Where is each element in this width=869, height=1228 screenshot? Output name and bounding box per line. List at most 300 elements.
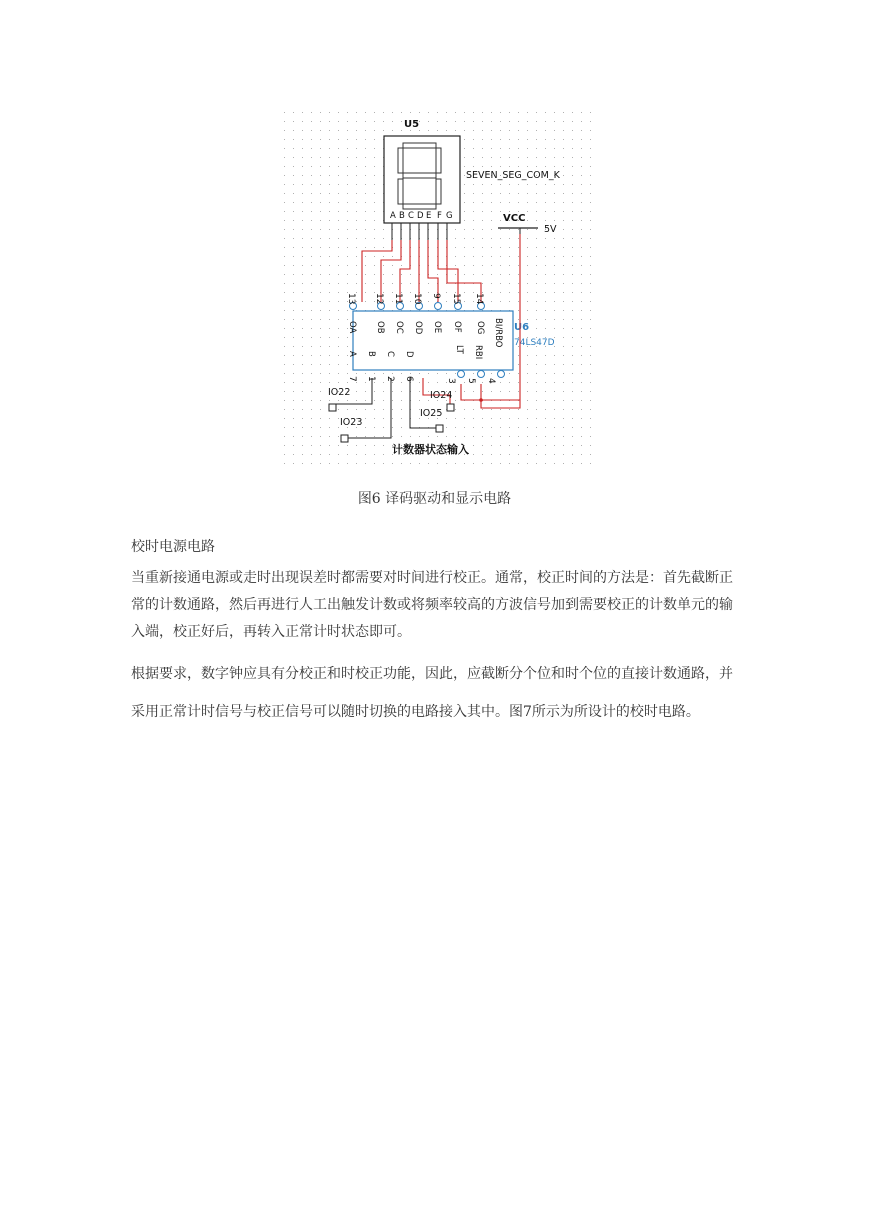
grid-dot <box>293 373 294 374</box>
grid-dot <box>545 256 546 257</box>
grid-dot <box>374 436 375 437</box>
grid-dot <box>284 328 285 329</box>
grid-dot <box>482 409 483 410</box>
junction-dot <box>479 398 483 402</box>
grid-dot <box>590 463 591 464</box>
grid-dot <box>392 256 393 257</box>
grid-dot <box>374 202 375 203</box>
grid-dot <box>311 337 312 338</box>
segment-label-b: B <box>399 211 405 221</box>
grid-dot <box>581 274 582 275</box>
grid-dot <box>428 301 429 302</box>
grid-dot <box>554 202 555 203</box>
grid-dot <box>410 463 411 464</box>
grid-dot <box>374 148 375 149</box>
grid-dot <box>500 193 501 194</box>
grid-dot <box>545 391 546 392</box>
grid-dot <box>527 427 528 428</box>
grid-dot <box>347 229 348 230</box>
grid-dot <box>482 391 483 392</box>
grid-dot <box>491 247 492 248</box>
grid-dot <box>455 463 456 464</box>
grid-dot <box>563 175 564 176</box>
grid-dot <box>284 139 285 140</box>
grid-dot <box>302 274 303 275</box>
grid-dot <box>302 184 303 185</box>
grid-dot <box>572 436 573 437</box>
grid-dot <box>482 193 483 194</box>
grid-dot <box>572 220 573 221</box>
grid-dot <box>293 247 294 248</box>
grid-dot <box>455 265 456 266</box>
grid-dot <box>293 157 294 158</box>
grid-dot <box>392 409 393 410</box>
paragraph-2: 根据要求，数字钟应具有分校正和时校正功能，因此，应截断分个位和时个位的直接计数通路，并采用正常计时信号与校正信号可以随时切换的电路接入其中。图7所示为所设计的校时电路。 <box>131 666 733 720</box>
grid-dot <box>590 319 591 320</box>
grid-dot <box>455 274 456 275</box>
grid-dot <box>545 418 546 419</box>
grid-dot <box>437 121 438 122</box>
grid-dot <box>410 283 411 284</box>
grid-dot <box>356 238 357 239</box>
grid-dot <box>581 247 582 248</box>
grid-dot <box>572 382 573 383</box>
grid-dot <box>545 409 546 410</box>
grid-dot <box>284 319 285 320</box>
grid-dot <box>473 238 474 239</box>
grid-dot <box>527 148 528 149</box>
grid-dot <box>554 400 555 401</box>
grid-dot <box>293 238 294 239</box>
grid-dot <box>338 364 339 365</box>
grid-dot <box>527 409 528 410</box>
grid-dot <box>554 247 555 248</box>
grid-dot <box>320 148 321 149</box>
grid-dot <box>293 382 294 383</box>
grid-dot <box>518 157 519 158</box>
grid-dot <box>572 391 573 392</box>
grid-dot <box>581 166 582 167</box>
grid-dot <box>473 301 474 302</box>
grid-dot <box>302 238 303 239</box>
grid-dot <box>527 418 528 419</box>
pin-name-oa: OA <box>347 321 357 334</box>
grid-dot <box>581 265 582 266</box>
grid-dot <box>311 274 312 275</box>
grid-dot <box>572 202 573 203</box>
grid-dot <box>572 319 573 320</box>
grid-dot <box>500 445 501 446</box>
pin-name-og: OG <box>475 321 485 335</box>
pin-number-2: 2 <box>385 376 395 382</box>
grid-dot <box>374 256 375 257</box>
grid-dot <box>338 166 339 167</box>
grid-dot <box>383 463 384 464</box>
grid-dot <box>581 175 582 176</box>
grid-dot <box>455 436 456 437</box>
circuit-figure <box>280 108 592 464</box>
grid-dot <box>293 463 294 464</box>
grid-dot <box>311 121 312 122</box>
grid-dot <box>527 454 528 455</box>
grid-dot <box>545 220 546 221</box>
grid-dot <box>455 121 456 122</box>
grid-dot <box>545 274 546 275</box>
grid-dot <box>374 283 375 284</box>
grid-dot <box>455 418 456 419</box>
grid-dot <box>527 436 528 437</box>
grid-dot <box>392 427 393 428</box>
grid-dot <box>572 409 573 410</box>
grid-dot <box>572 175 573 176</box>
grid-dot <box>554 373 555 374</box>
grid-dot <box>356 211 357 212</box>
grid-dot <box>518 112 519 113</box>
grid-dot <box>581 229 582 230</box>
grid-dot <box>536 400 537 401</box>
grid-dot <box>509 382 510 383</box>
grid-dot <box>320 139 321 140</box>
grid-dot <box>284 373 285 374</box>
grid-dot <box>320 265 321 266</box>
vcc-label: VCC <box>503 213 526 224</box>
grid-dot <box>536 283 537 284</box>
grid-dot <box>563 139 564 140</box>
grid-dot <box>464 112 465 113</box>
grid-dot <box>590 247 591 248</box>
grid-dot <box>365 238 366 239</box>
grid-dot <box>284 454 285 455</box>
grid-dot <box>428 391 429 392</box>
grid-dot <box>365 463 366 464</box>
grid-dot <box>284 463 285 464</box>
grid-dot <box>338 211 339 212</box>
grid-dot <box>500 112 501 113</box>
grid-dot <box>509 121 510 122</box>
grid-dot <box>518 229 519 230</box>
grid-dot <box>509 292 510 293</box>
grid-dot <box>581 436 582 437</box>
grid-dot <box>392 418 393 419</box>
grid-dot <box>473 391 474 392</box>
grid-dot <box>320 175 321 176</box>
grid-dot <box>545 310 546 311</box>
grid-dot <box>473 202 474 203</box>
grid-dot <box>491 454 492 455</box>
grid-dot <box>554 220 555 221</box>
grid-dot <box>410 274 411 275</box>
grid-dot <box>554 319 555 320</box>
grid-dot <box>482 247 483 248</box>
grid-dot <box>302 157 303 158</box>
grid-dot <box>509 193 510 194</box>
grid-dot <box>464 184 465 185</box>
wire-io23 <box>348 378 391 438</box>
grid-dot <box>527 391 528 392</box>
grid-dot <box>563 454 564 455</box>
grid-dot <box>392 274 393 275</box>
grid-dot <box>293 166 294 167</box>
grid-dot <box>500 139 501 140</box>
grid-dot <box>293 355 294 356</box>
grid-dot <box>518 265 519 266</box>
grid-dot <box>554 418 555 419</box>
grid-dot <box>473 166 474 167</box>
grid-dot <box>518 166 519 167</box>
grid-dot <box>500 409 501 410</box>
grid-dot <box>419 391 420 392</box>
grid-dot <box>536 391 537 392</box>
grid-dot <box>590 229 591 230</box>
grid-dot <box>545 265 546 266</box>
grid-dot <box>383 112 384 113</box>
grid-dot <box>338 292 339 293</box>
grid-dot <box>482 202 483 203</box>
grid-dot <box>347 166 348 167</box>
grid-dot <box>509 409 510 410</box>
grid-dot <box>491 301 492 302</box>
grid-dot <box>536 454 537 455</box>
grid-dot <box>437 112 438 113</box>
grid-dot <box>572 301 573 302</box>
grid-dot <box>374 184 375 185</box>
grid-dot <box>518 454 519 455</box>
grid-dot <box>329 184 330 185</box>
grid-dot <box>536 382 537 383</box>
grid-dot <box>401 265 402 266</box>
grid-dot <box>518 184 519 185</box>
grid-dot <box>536 112 537 113</box>
grid-dot <box>311 148 312 149</box>
grid-dot <box>527 400 528 401</box>
grid-dot <box>374 247 375 248</box>
grid-dot <box>338 148 339 149</box>
grid-dot <box>536 148 537 149</box>
grid-dot <box>536 211 537 212</box>
grid-dot <box>482 139 483 140</box>
grid-dot <box>554 211 555 212</box>
pin-name-d: D <box>404 351 414 358</box>
grid-dot <box>329 229 330 230</box>
grid-dot <box>509 274 510 275</box>
grid-dot <box>329 112 330 113</box>
grid-dot <box>311 193 312 194</box>
grid-dot <box>311 166 312 167</box>
grid-dot <box>590 211 591 212</box>
grid-dot <box>518 427 519 428</box>
grid-dot <box>536 445 537 446</box>
grid-dot <box>338 418 339 419</box>
grid-dot <box>392 265 393 266</box>
grid-dot <box>545 139 546 140</box>
pin-number-12: 12 <box>374 293 384 305</box>
grid-dot <box>293 184 294 185</box>
grid-dot <box>392 283 393 284</box>
grid-dot <box>311 364 312 365</box>
grid-dot <box>320 220 321 221</box>
grid-dot <box>464 166 465 167</box>
grid-dot <box>419 436 420 437</box>
grid-dot <box>518 445 519 446</box>
grid-dot <box>536 364 537 365</box>
grid-dot <box>338 175 339 176</box>
grid-dot <box>482 121 483 122</box>
grid-dot <box>374 238 375 239</box>
grid-dot <box>563 436 564 437</box>
grid-dot <box>293 274 294 275</box>
grid-dot <box>464 121 465 122</box>
grid-dot <box>527 301 528 302</box>
grid-dot <box>347 175 348 176</box>
grid-dot <box>590 337 591 338</box>
grid-dot <box>356 193 357 194</box>
grid-dot <box>554 301 555 302</box>
grid-dot <box>545 238 546 239</box>
grid-dot <box>320 193 321 194</box>
grid-dot <box>446 301 447 302</box>
grid-dot <box>338 427 339 428</box>
grid-dot <box>554 382 555 383</box>
grid-dot <box>581 238 582 239</box>
grid-dot <box>509 112 510 113</box>
grid-dot <box>536 220 537 221</box>
grid-dot <box>320 400 321 401</box>
grid-dot <box>545 184 546 185</box>
grid-dot <box>590 193 591 194</box>
grid-dot <box>338 265 339 266</box>
grid-dot <box>509 202 510 203</box>
grid-dot <box>491 283 492 284</box>
grid-dot <box>473 229 474 230</box>
decoder-ref-label: U6 <box>514 322 530 333</box>
grid-dot <box>320 328 321 329</box>
grid-dot <box>572 292 573 293</box>
grid-dot <box>527 364 528 365</box>
grid-dot <box>383 382 384 383</box>
grid-dot <box>590 130 591 131</box>
grid-dot <box>392 292 393 293</box>
grid-dot <box>347 346 348 347</box>
grid-dot <box>293 121 294 122</box>
grid-dot <box>320 409 321 410</box>
grid-dot <box>383 373 384 374</box>
grid-dot <box>536 319 537 320</box>
grid-dot <box>401 382 402 383</box>
grid-dot <box>293 229 294 230</box>
grid-dot <box>356 265 357 266</box>
grid-dot <box>392 400 393 401</box>
grid-dot <box>302 265 303 266</box>
grid-dot <box>491 139 492 140</box>
grid-dot <box>590 256 591 257</box>
grid-dot <box>293 409 294 410</box>
grid-dot <box>392 391 393 392</box>
grid-dot <box>554 436 555 437</box>
grid-dot <box>320 130 321 131</box>
grid-dot <box>302 427 303 428</box>
grid-dot <box>428 400 429 401</box>
grid-dot <box>293 301 294 302</box>
grid-dot <box>500 202 501 203</box>
grid-dot <box>581 148 582 149</box>
grid-dot <box>536 166 537 167</box>
grid-dot <box>383 391 384 392</box>
grid-dot <box>500 382 501 383</box>
grid-dot <box>401 283 402 284</box>
grid-dot <box>356 112 357 113</box>
grid-dot <box>302 220 303 221</box>
grid-dot <box>302 130 303 131</box>
grid-dot <box>464 193 465 194</box>
circuit-diagram <box>280 108 592 464</box>
grid-dot <box>392 112 393 113</box>
grid-dot <box>365 211 366 212</box>
grid-dot <box>509 256 510 257</box>
grid-dot <box>554 391 555 392</box>
grid-dot <box>500 463 501 464</box>
grid-dot <box>329 265 330 266</box>
grid-dot <box>482 436 483 437</box>
grid-dot <box>545 157 546 158</box>
grid-dot <box>329 346 330 347</box>
grid-dot <box>437 130 438 131</box>
grid-dot <box>545 400 546 401</box>
grid-dot <box>491 112 492 113</box>
grid-dot <box>509 436 510 437</box>
grid-dot <box>464 382 465 383</box>
grid-dot <box>302 328 303 329</box>
grid-dot <box>365 265 366 266</box>
pin-number-9: 9 <box>431 293 441 299</box>
grid-dot <box>464 238 465 239</box>
grid-dot <box>338 319 339 320</box>
grid-dot <box>581 355 582 356</box>
grid-dot <box>536 256 537 257</box>
grid-dot <box>572 355 573 356</box>
grid-dot <box>446 121 447 122</box>
grid-dot <box>428 373 429 374</box>
grid-dot <box>509 373 510 374</box>
grid-dot <box>509 445 510 446</box>
grid-dot <box>356 184 357 185</box>
grid-dot <box>347 220 348 221</box>
grid-dot <box>446 427 447 428</box>
grid-dot <box>500 184 501 185</box>
grid-dot <box>293 139 294 140</box>
grid-dot <box>563 346 564 347</box>
grid-dot <box>356 220 357 221</box>
grid-dot <box>563 400 564 401</box>
grid-dot <box>320 391 321 392</box>
grid-dot <box>401 274 402 275</box>
grid-dot <box>347 130 348 131</box>
grid-dot <box>491 436 492 437</box>
grid-dot <box>590 220 591 221</box>
grid-dot <box>356 166 357 167</box>
grid-dot <box>563 301 564 302</box>
grid-dot <box>356 247 357 248</box>
grid-dot <box>518 130 519 131</box>
grid-dot <box>491 184 492 185</box>
grid-dot <box>518 148 519 149</box>
grid-dot <box>383 454 384 455</box>
grid-dot <box>284 427 285 428</box>
grid-dot <box>401 400 402 401</box>
grid-dot <box>518 211 519 212</box>
grid-dot <box>356 148 357 149</box>
grid-dot <box>482 166 483 167</box>
grid-dot <box>338 130 339 131</box>
